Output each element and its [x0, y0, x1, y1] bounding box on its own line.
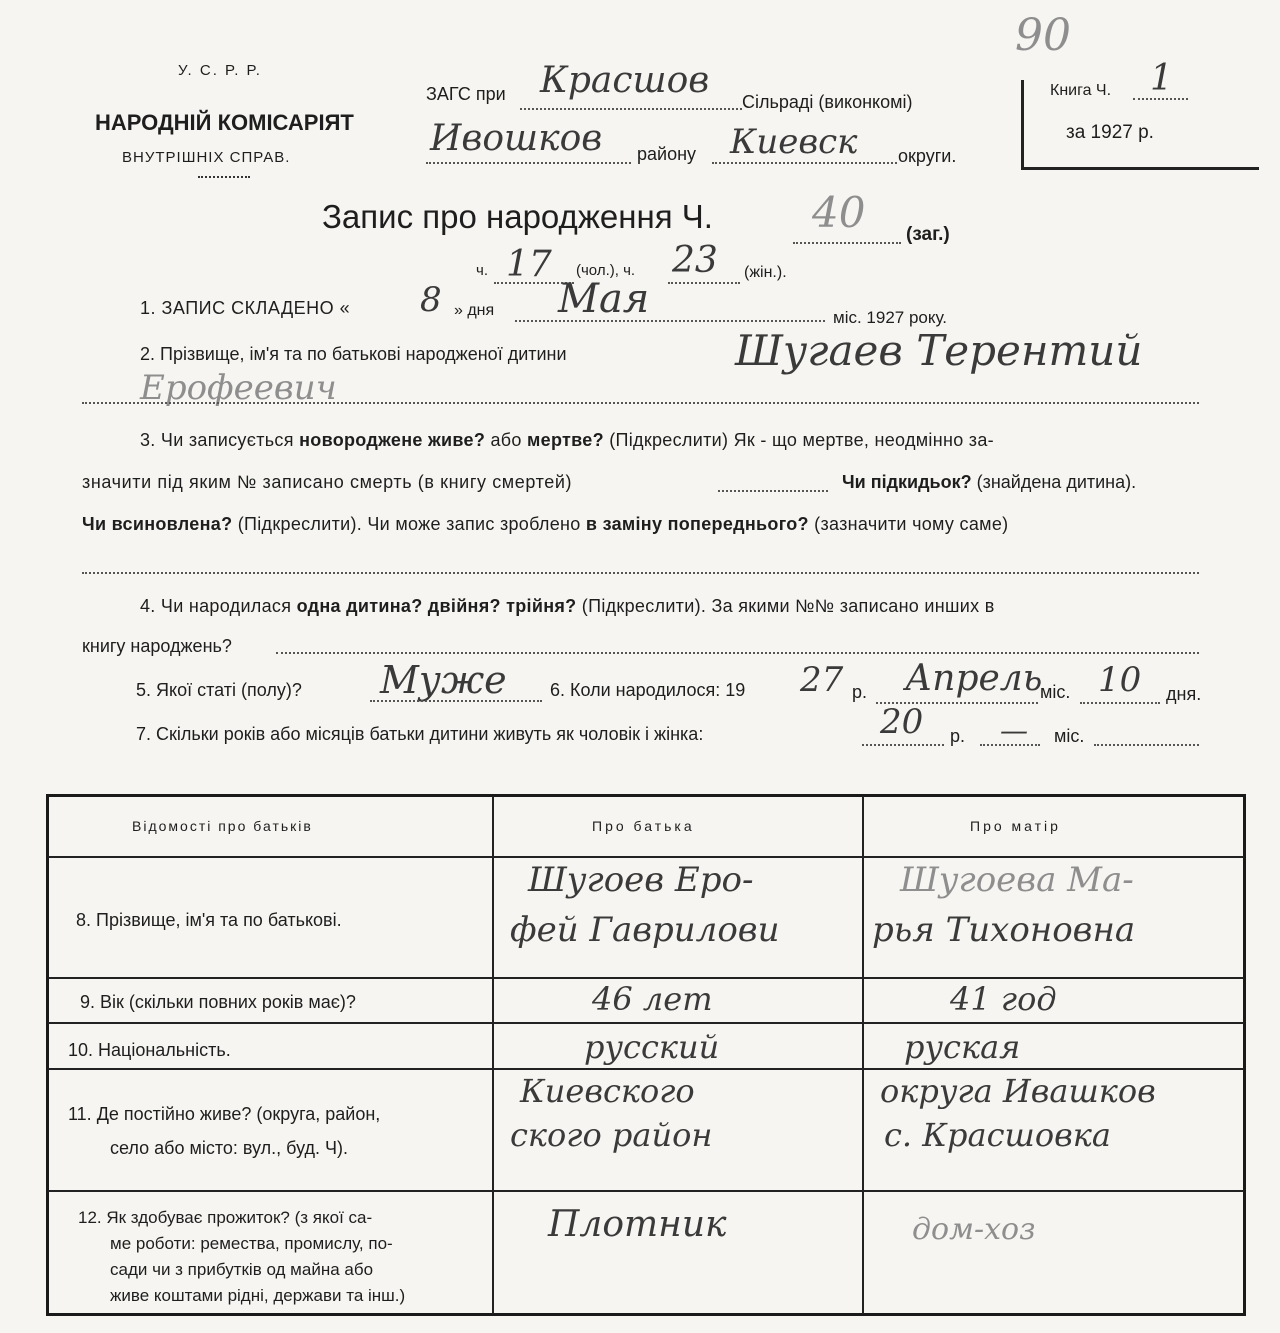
row11-father-line2: ского район [510, 1116, 713, 1154]
ussr-label: У. С. Р. Р. [178, 62, 262, 79]
field1-month-dots [515, 320, 825, 322]
record-number-dots [793, 242, 901, 244]
field3-foundling: Чи підкидьок? [842, 472, 972, 492]
field4-dots [276, 652, 1199, 654]
field3-line2b-wrap [842, 472, 1136, 493]
row10-mother: руская [904, 1028, 1021, 1066]
field4-p2: (Підкреслити). За якими №№ записано инших в [581, 596, 995, 616]
field4-line2: книгу народжень? [82, 636, 232, 656]
field6-mis: міс. [1040, 682, 1071, 702]
table-header-mother: Про матір [970, 818, 1061, 834]
field3-found-child: (знайдена дитина). [976, 472, 1137, 492]
field5-dots [370, 700, 542, 702]
field7-label: 7. Скільки років або місяців батьки дитини живуть як чоловік і жінка: [136, 724, 704, 744]
field3-p1: 3. Чи записується [140, 430, 294, 450]
field3-dots [82, 572, 1199, 574]
table-col-divider-2 [862, 796, 864, 1314]
row12-label-line3: сади чи з прибутків од майна або [110, 1260, 374, 1279]
field4-options: одна дитина? двійня? трійня? [296, 596, 577, 616]
field3-replacement: в заміну попереднього? [585, 514, 809, 534]
okrug-dots [712, 162, 897, 164]
male-number: 17 [506, 244, 552, 285]
book-year: за 1927 р. [1066, 122, 1154, 143]
book-box-left-border [1021, 80, 1024, 170]
record-number: 40 [812, 188, 866, 237]
field2-label: 2. Прізвище, ім'я та по батькові народженої дитини [140, 344, 567, 364]
field2-dots [82, 402, 1199, 404]
archive-number: 90 [1015, 10, 1071, 61]
field3-line1 [140, 430, 994, 451]
row10-label: 10. Національність. [68, 1040, 231, 1060]
field1-day-label: » дня [454, 302, 495, 319]
field5-sex: Муже [380, 658, 507, 702]
field7-r: р. [950, 726, 966, 746]
okrug-label: округи. [898, 146, 957, 166]
field7-mis: міс. [1054, 726, 1085, 746]
field3-line3 [82, 514, 1008, 535]
table-header-father: Про батька [592, 818, 695, 834]
village-value: Красшов [540, 60, 710, 101]
field3-p3: (Підкреслити) Як - що мертве, неодмінно за- [609, 430, 994, 450]
district-value: Ивошков [430, 118, 603, 159]
row8-mother-line1: Шугоева Ма- [900, 860, 1134, 900]
field3-line3b: (зазначити чому саме) [814, 514, 1009, 534]
field5-label: 5. Якої статі (полу)? [136, 680, 302, 700]
field6-day-dots [1080, 702, 1160, 704]
table-header-info: Відомості про батьків [132, 818, 313, 834]
field3-adopted: Чи всиновлена? [82, 514, 233, 534]
field1-day: 8 [420, 280, 442, 320]
field7-years: 20 [880, 702, 924, 742]
field6-label: 6. Коли народилося: 19 [550, 680, 746, 700]
field3-alive: новороджене живе? [299, 430, 486, 450]
row11-label-line1: 11. Де постійно живе? (округа, район, [68, 1104, 381, 1124]
female-number-dots [668, 282, 740, 284]
row9-mother: 41 год [950, 980, 1057, 1018]
row12-label-line1: 12. Як здобуває прожиток? (з якої са- [78, 1208, 373, 1227]
field4-line1 [140, 596, 995, 617]
field1-month: Мая [558, 276, 650, 322]
row8-label: 8. Прізвище, ім'я та по батькові. [76, 910, 342, 930]
ch-label: ч. [476, 262, 488, 279]
record-suffix: (заг.) [906, 224, 950, 245]
council-label: Сільраді (виконкомі) [742, 92, 913, 112]
field7-months-dots [980, 744, 1040, 746]
book-dots [1133, 98, 1188, 100]
field3-dead: мертве? [527, 430, 604, 450]
row8-mother-line2: рья Тихоновна [872, 910, 1136, 950]
field3-line3a: (Підкреслити). Чи може запис зроблено [237, 514, 581, 534]
district-dots [426, 162, 631, 164]
field3-p2: або [490, 430, 522, 450]
table-row-divider-3 [48, 1068, 1244, 1070]
district-label: району [637, 144, 697, 164]
male-label: (чол.), ч. [576, 262, 636, 279]
row9-label: 9. Вік (скільки повних років має)? [80, 992, 356, 1012]
field6-day: 10 [1098, 660, 1142, 700]
header-divider [198, 176, 250, 178]
row11-mother-line1: округа Ивашков [880, 1072, 1156, 1110]
commissariat-title: НАРОДНІЙ КОМІСАРІЯТ [95, 110, 354, 135]
field1-label: 1. ЗАПИС СКЛАДЕНО « [140, 298, 351, 318]
table-row-divider-2 [48, 1022, 1244, 1024]
dept-title: ВНУТРІШНІХ СПРАВ. [122, 149, 291, 166]
okrug-value: Киевск [730, 122, 858, 162]
record-title: Запис про народження Ч. [322, 198, 713, 235]
field6-year: 27 [800, 660, 844, 700]
row9-father: 46 лет [592, 980, 713, 1018]
field7-years-dots [862, 744, 944, 746]
row11-mother-line2: с. Красшовка [884, 1116, 1111, 1154]
field2-patronymic: Ерофеевич [140, 368, 337, 408]
female-number: 23 [672, 240, 718, 281]
table-header-divider [48, 856, 1244, 858]
row12-mother: дом-хоз [912, 1212, 1036, 1247]
row11-label-line2: село або місто: вул., буд. Ч). [110, 1138, 348, 1158]
field7-months: — [1000, 714, 1028, 747]
row8-father-line1: Шугоев Еро- [528, 860, 754, 900]
field1-year: міс. 1927 року. [833, 308, 948, 327]
table-row-divider-1 [48, 977, 1244, 979]
zags-label: ЗАГС при [426, 84, 506, 104]
village-dots [520, 108, 742, 110]
field2-name: Шугаев Терентий [735, 326, 1143, 375]
row12-father: Плотник [548, 1204, 727, 1245]
female-label: (жін.). [744, 264, 787, 281]
field6-r: р. [852, 682, 868, 702]
book-box-bottom-border [1021, 167, 1259, 170]
row12-label-line4: живе коштами рідні, держави та інш.) [110, 1286, 406, 1305]
table-row-divider-4 [48, 1190, 1244, 1192]
row12-label-line2: ме роботи: ремества, промислу, по- [110, 1234, 393, 1253]
row10-father: русский [584, 1028, 720, 1066]
field3-death-dots [718, 490, 828, 492]
row11-father-line1: Киевского [520, 1072, 695, 1110]
field7-end-dots [1094, 744, 1199, 746]
field4-p1: 4. Чи народилася [140, 596, 292, 616]
row8-father-line2: фей Гаврилови [510, 910, 780, 950]
table-col-divider-1 [492, 796, 494, 1314]
book-label: Книга Ч. [1050, 82, 1112, 99]
field6-month: Апрель [905, 658, 1043, 699]
field6-dnya: дня. [1166, 684, 1202, 704]
field3-line2a: значити під яким № записано смерть (в книгу смертей) [82, 472, 573, 492]
book-number: 1 [1150, 58, 1173, 99]
